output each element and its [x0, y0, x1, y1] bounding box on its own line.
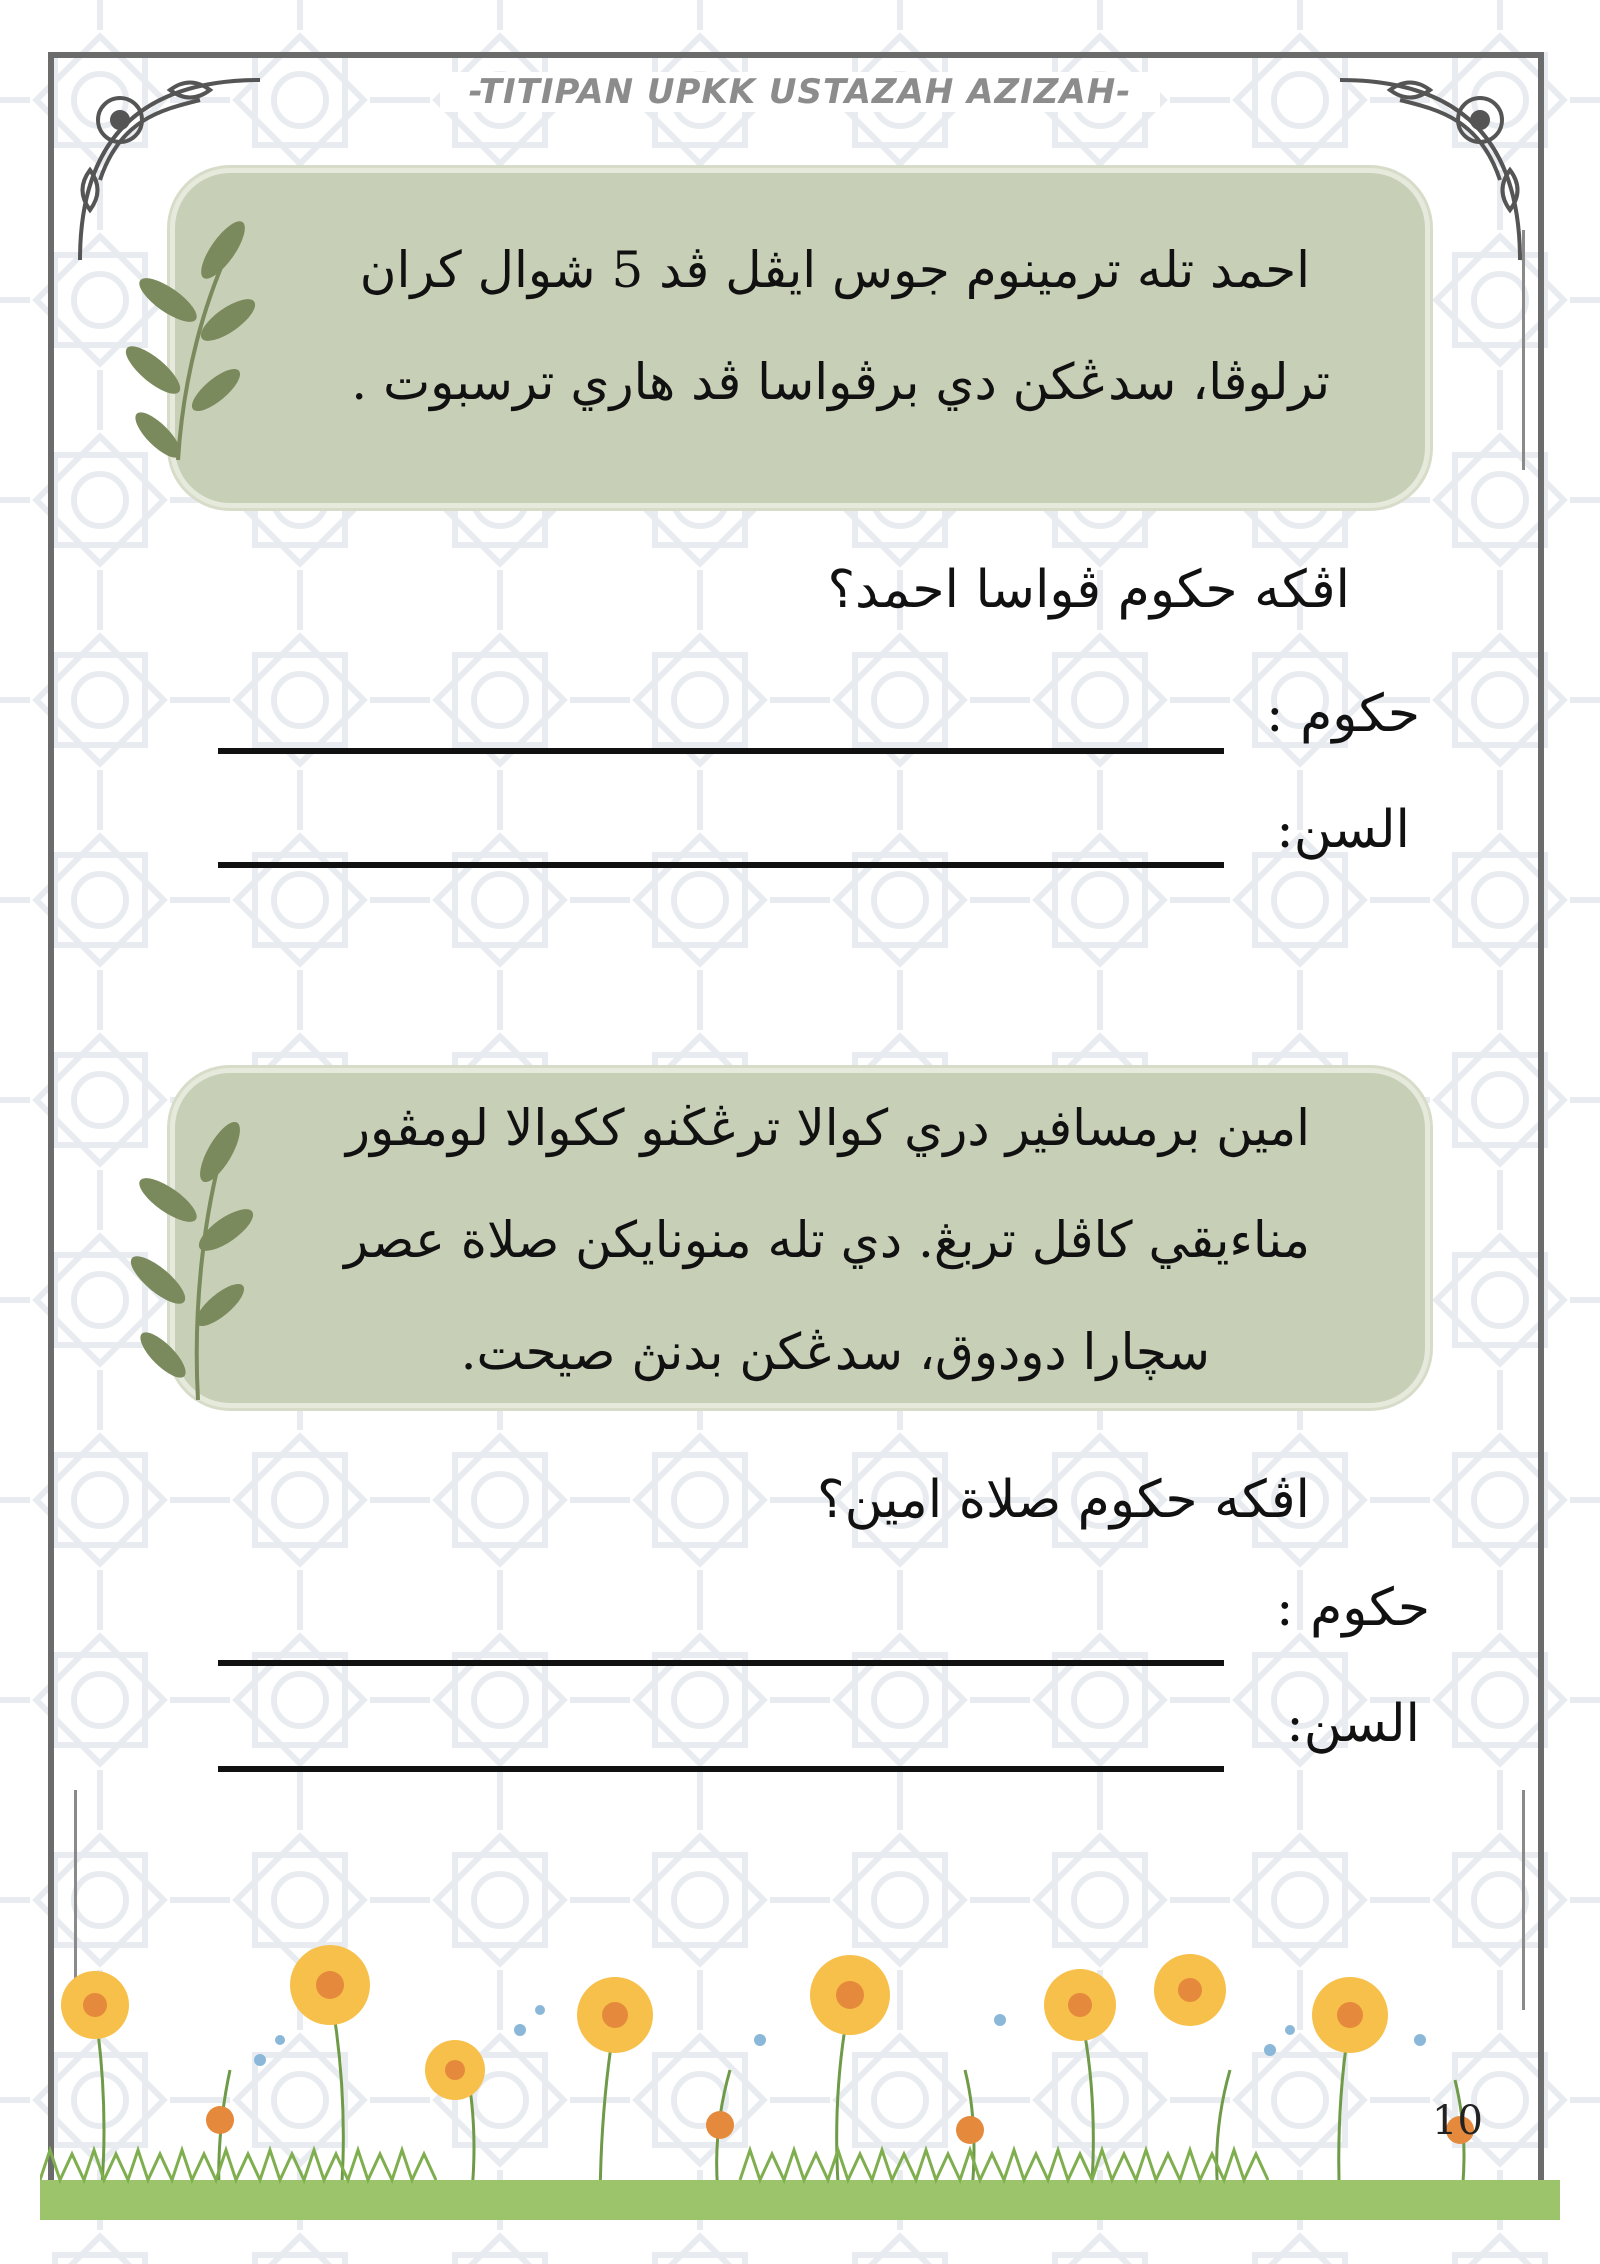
label-hukum-1: حكوم : — [1266, 684, 1420, 744]
answer-line-sebab-1[interactable] — [218, 862, 1224, 868]
answer-line-hukum-2[interactable] — [218, 1660, 1224, 1666]
label-sebab-2: السن: — [1286, 1694, 1420, 1754]
page-number: 10 — [1432, 2098, 1483, 2144]
passage-2-line-2: مناءيقي كاڤل تربڠ. دي تله منونايكن صلاة عصر — [344, 1211, 1310, 1269]
label-hukum-2: حكوم : — [1276, 1578, 1430, 1638]
passage-2-line-1: امين برمسافير دري كوالا ترڠڬنو ككوالا لومڤور — [345, 1099, 1310, 1157]
flower-border-icon — [40, 1910, 1560, 2220]
answer-line-sebab-2[interactable] — [218, 1766, 1224, 1772]
passage-1-line-1: احمد تله ترمينوم جوس ايڤل ڤد 5 شوال كران — [359, 241, 1310, 299]
question-1: اڤكه حكوم ڤواسا احمد؟ — [827, 560, 1350, 620]
side-line — [1522, 230, 1525, 470]
passage-2-line-3: سچارا دودوق، سدڠكن بدنڽ صيحت. — [460, 1323, 1210, 1381]
header-title: -TITIPAN UPKK USTAZAH AZIZAH- — [440, 72, 1160, 112]
leaf-branch-icon — [108, 210, 258, 470]
passage-1-line-2: ترلوڤا، سدڠكن دي برڤواسا ڤد هاري ترسبوت . — [351, 353, 1330, 411]
label-sebab-1: السن: — [1276, 800, 1410, 860]
question-2: اڤكه حكوم صلاة امين؟ — [816, 1470, 1310, 1530]
leaf-branch-icon — [108, 1110, 258, 1410]
answer-line-hukum-1[interactable] — [218, 748, 1224, 754]
